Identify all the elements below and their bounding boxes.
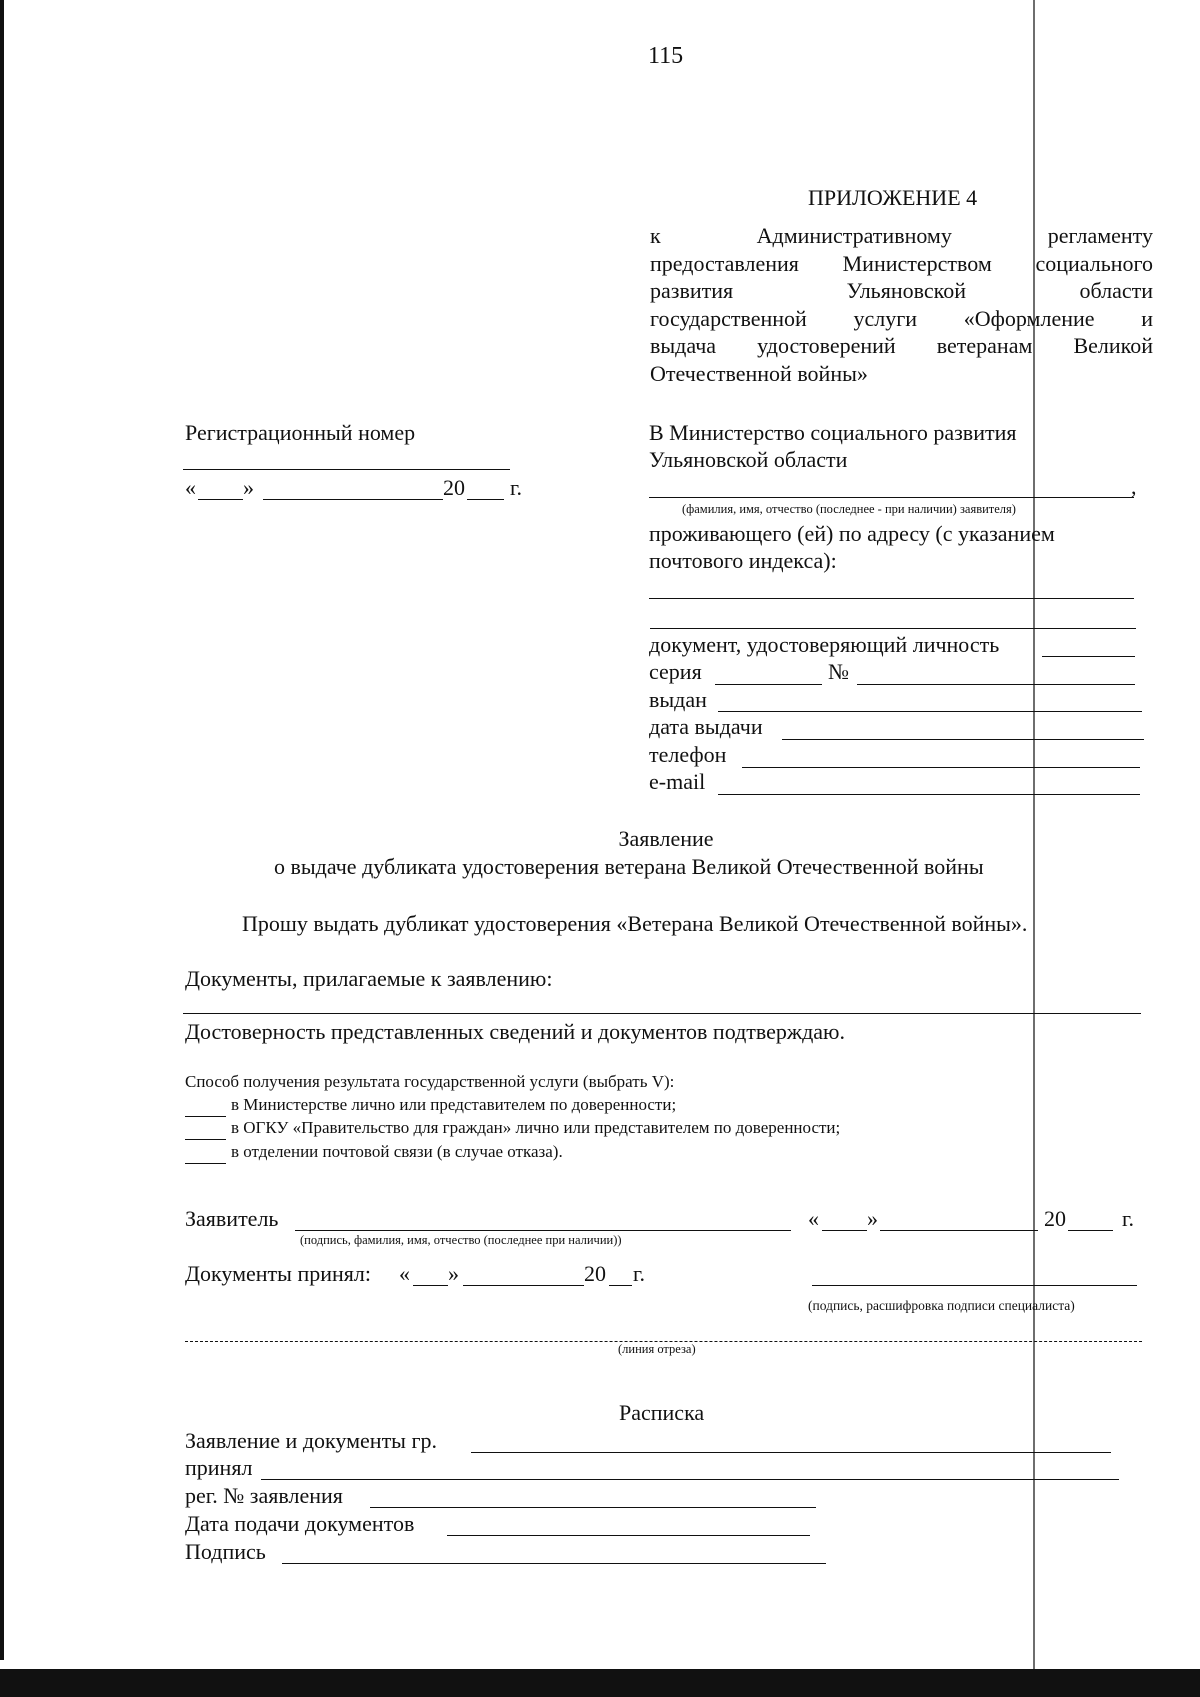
address-line-2[interactable]: [650, 628, 1136, 629]
applicant-day-line[interactable]: [822, 1230, 867, 1231]
receipt-submission-date-label: Дата подачи документов: [185, 1511, 415, 1536]
cut-line-caption: (линия отреза): [618, 1342, 696, 1356]
accepted-year-suffix: г.: [633, 1261, 646, 1286]
method-title: Способ получения результата государственной услуги (выбрать V):: [185, 1072, 675, 1091]
receipt-submission-date-line[interactable]: [447, 1535, 810, 1536]
accepted-day-line[interactable]: [413, 1285, 448, 1286]
page-number: 115: [648, 43, 684, 69]
applicant-date-close: »: [867, 1206, 878, 1231]
accepted-year-line[interactable]: [609, 1285, 632, 1286]
address-label-line1: проживающего (ей) по адресу (с указанием: [649, 521, 1055, 546]
application-request: Прошу выдать дубликат удостоверения «Ветерана Великой Отечественной войны».: [242, 911, 1028, 936]
email-label: e-mail: [649, 769, 706, 794]
method-option: в ОГКУ «Правительство для граждан» лично или представителем по доверенности;: [231, 1118, 841, 1137]
applicant-name-line[interactable]: [649, 497, 1134, 498]
phone-label: телефон: [649, 742, 727, 767]
registration-date-close: »: [243, 475, 254, 500]
receipt-accepted-line[interactable]: [261, 1479, 1119, 1480]
receipt-docs-from-label: Заявление и документы гр.: [185, 1428, 437, 1453]
application-subtitle: о выдаче дубликата удостоверения ветерана Великой Отечественной войны: [274, 854, 984, 879]
appendix-title: ПРИЛОЖЕНИЕ 4: [808, 185, 978, 210]
appendix-line: Отечественной войны»: [650, 360, 868, 386]
address-line-1[interactable]: [649, 598, 1134, 599]
id-document-line[interactable]: [1042, 656, 1135, 657]
applicant-name-comma: ,: [1131, 474, 1137, 499]
email-line[interactable]: [718, 794, 1140, 795]
registration-month-line[interactable]: [263, 499, 443, 500]
receipt-title: Расписка: [619, 1400, 705, 1425]
applicant-date-open: «: [808, 1206, 819, 1231]
method-option: в отделении почтовой связи (в случае отказа).: [231, 1142, 563, 1161]
confirmation-text: Достоверность представленных сведений и документов подтверждаю.: [185, 1019, 845, 1044]
issue-date-line[interactable]: [782, 739, 1144, 740]
applicant-label: Заявитель: [185, 1206, 279, 1231]
accepted-month-line[interactable]: [463, 1285, 584, 1286]
issued-line[interactable]: [718, 711, 1142, 712]
method-option: в Министерстве лично или представителем по доверенности;: [231, 1095, 677, 1114]
appendix-text: [650, 222, 1153, 387]
registration-label: Регистрационный номер: [185, 420, 416, 445]
appendix-line: предоставления Министерством социального: [650, 250, 1153, 276]
receipt-docs-from-line[interactable]: [471, 1452, 1111, 1453]
number-line[interactable]: [857, 684, 1135, 685]
method-checkbox-line[interactable]: [185, 1139, 226, 1140]
method-checkbox-line[interactable]: [185, 1163, 226, 1164]
receipt-accepted-label: принял: [185, 1455, 253, 1480]
series-label: серия: [649, 659, 702, 684]
issued-label: выдан: [649, 687, 707, 712]
application-title: Заявление: [618, 826, 714, 851]
registration-number-line[interactable]: [183, 469, 510, 470]
registration-day-line[interactable]: [198, 499, 243, 500]
addressee-line1: В Министерство социального развития: [649, 420, 1017, 445]
applicant-name-caption: (фамилия, имя, отчество (последнее - при наличии) заявителя): [682, 502, 1016, 516]
applicant-year-suffix: г.: [1122, 1206, 1135, 1231]
method-checkbox-line[interactable]: [185, 1116, 226, 1117]
applicant-signature-line[interactable]: [295, 1230, 791, 1231]
receipt-reg-number-label: рег. № заявления: [185, 1483, 343, 1508]
registration-year-suffix: г.: [510, 475, 523, 500]
series-line[interactable]: [715, 684, 822, 685]
accepted-date-open: «: [399, 1261, 410, 1286]
appendix-line: развития Ульяновской области: [650, 278, 1153, 303]
registration-year-line[interactable]: [467, 499, 504, 500]
id-document-label: документ, удостоверяющий личность: [649, 632, 1000, 657]
receipt-signature-label: Подпись: [185, 1539, 266, 1564]
addressee-line2: Ульяновской области: [649, 447, 848, 472]
issue-date-label: дата выдачи: [649, 714, 763, 739]
registration-date-open: «: [185, 475, 196, 500]
accepted-date-close: »: [448, 1261, 459, 1286]
appendix-line: выдача удостоверений ветеранам Великой: [650, 333, 1153, 358]
accepted-label: Документы принял:: [185, 1261, 371, 1286]
scan-bottom-band: [0, 1669, 1200, 1697]
address-label-line2: почтового индекса):: [649, 548, 837, 573]
specialist-signature-line[interactable]: [812, 1285, 1137, 1286]
applicant-month-line[interactable]: [880, 1230, 1038, 1231]
documents-label: Документы, прилагаемые к заявлению:: [185, 966, 553, 991]
appendix-line: государственной услуги «Оформление и: [650, 305, 1153, 331]
receipt-reg-number-line[interactable]: [370, 1507, 816, 1508]
phone-line[interactable]: [742, 767, 1140, 768]
receipt-signature-line[interactable]: [282, 1563, 826, 1564]
specialist-signature-caption: (подпись, расшифровка подписи специалиста): [808, 1298, 1075, 1313]
applicant-year: 20: [1044, 1206, 1066, 1231]
applicant-year-line[interactable]: [1068, 1230, 1113, 1231]
number-label: №: [828, 659, 849, 684]
documents-line[interactable]: [183, 1013, 1141, 1014]
accepted-year: 20: [584, 1261, 606, 1286]
registration-year: 20: [443, 475, 465, 500]
applicant-signature-caption: (подпись, фамилия, имя, отчество (последнее при наличии)): [300, 1233, 622, 1247]
appendix-line: к Административному регламенту: [650, 223, 1153, 248]
